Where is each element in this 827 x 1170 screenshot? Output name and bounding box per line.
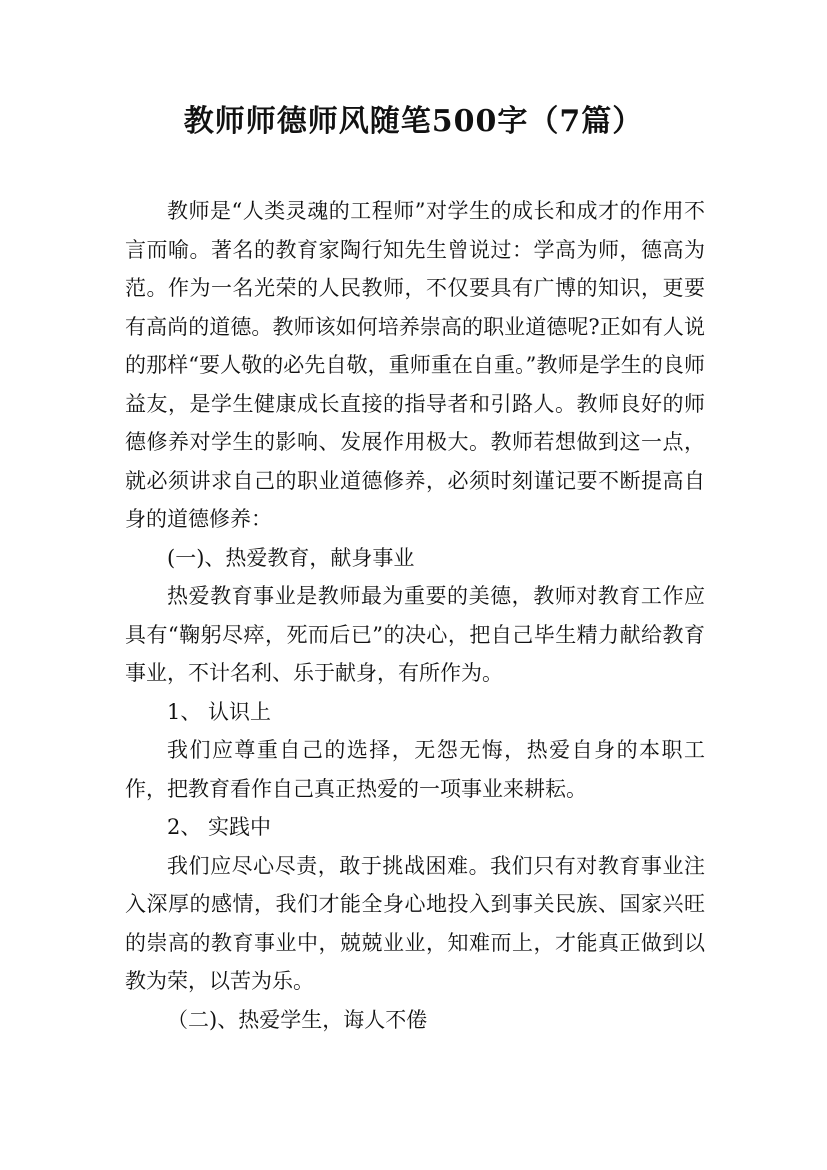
- paragraph-intro: 教师是“人类灵魂的工程师”对学生的成长和成才的作用不言而喻。著名的教育家陶行知先生曾说过：学高为师，德高为范。作为一名光荣的人民教师，不仅要具有广博的知识，更要有高尚的道德。教师该如何培养崇高的职业道德呢?正如有人说的那样“要人敬的必先自敬，重师重在自重。”教师是学生的良师益友，是学生健康成长直接的指导者和引路人。教师良好的师德修养对学生的影响、发展作用极大。教师若想做到这一点，就必须讲求自己的职业道德修养，必须时刻谨记要不断提高自身的道德修养：: [125, 199, 705, 531]
- paragraph-love-education: 热爱教育事业是教师最为重要的美德，教师对教育工作应具有“鞠躬尽瘁，死而后已”的决心，把自己毕生精力献给教育事业，不计名利、乐于献身，有所作为。: [125, 584, 705, 685]
- document-body: [125, 192, 705, 1039]
- paragraph-practice: 我们应尽心尽责，敢于挑战困难。我们只有对教育事业注入深厚的感情，我们才能全身心地投入到事关民族、国家兴旺的崇高的教育事业中，兢兢业业，知难而上，才能真正做到以教为荣，以苦为乐。: [125, 853, 705, 993]
- subheading-cognition: 1、 认识上: [167, 699, 272, 724]
- document-title: 教师师德师风随笔500字（7篇）: [183, 104, 644, 139]
- paragraph-cognition: 我们应尊重自己的选择，无怨无悔，热爱自身的本职工作，把教育看作自己真正热爱的一项事业来耕耘。: [125, 738, 705, 801]
- subheading-practice: 2、 实践中: [167, 815, 272, 839]
- section-heading-2: （二)、热爱学生，诲人不倦: [167, 1007, 428, 1032]
- section-heading-1: (一)、热爱教育，献身事业: [167, 545, 415, 570]
